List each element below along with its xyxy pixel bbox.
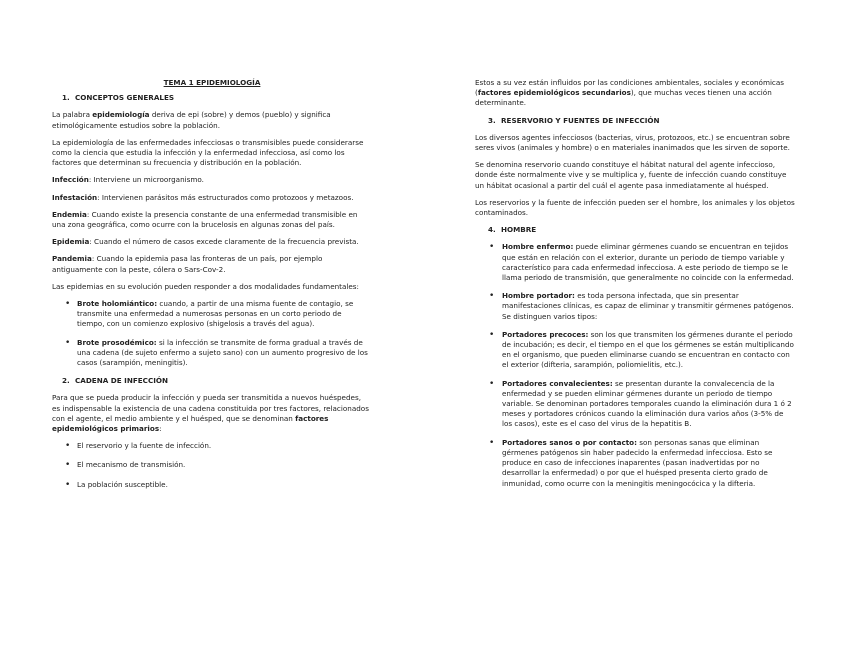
paragraph-agentes: Los diversos agentes infecciosos (bacterias, virus, protozoos, etc.) se encuentran sobre seres vivos (animales y hombre) o en materiales inanimados que les sirven de soporte. [475, 132, 790, 153]
list-item: • El mecanismo de transmisión. [52, 460, 370, 470]
paragraph-epidemiologia: La epidemiología de las enfermedades infecciosas o transmisibles puede considerarse como la ciencia que estudia la infección y la enfermedad infecciosa, así como los factores que determinan su frecuencia y distribución en la población. [52, 137, 364, 168]
section-title: CONCEPTOS GENERALES [75, 93, 175, 103]
definition-infestacion: Infestación: Intervienen parásitos más estructurados como protozoos y metazoos. [52, 192, 354, 202]
section-number: 3. [488, 115, 496, 125]
list-item: • Hombre portador: es toda persona infectada, que sin presentar manifestaciones clínicas, es capaz de eliminar y transmitir gérmenes patógenos. Se distinguen varios tipos: [475, 291, 795, 322]
paragraph-palabra: La palabra epidemiología deriva de epi (sobre) y demos (pueblo) y significa etimológicamente estudios sobre la población. [52, 110, 331, 130]
definition-infeccion: Infección: Interviene un microorganismo. [52, 175, 204, 185]
paragraph-reservorios: Los reservorios y la fuente de infección pueden ser el hombre, los animales y los objetos contaminados. [475, 197, 795, 218]
list-item: • Brote holomiántico: cuando, a partir de una misma fuente de contagio, se transmite una enfermedad a numerosas personas en un corto periodo de tiempo, con un comienzo explosivo (shigelosis a través del agua). [52, 299, 370, 330]
list-item: • Portadores convalecientes: se presentan durante la convalecencia de la enfermedad y se pueden eliminar gérmenes durante un periodo de tiempo variable. Se denominan portadores temporales cuando la eliminación dura 1 ó 2 meses y portadores crónicos cuando la eliminación dura varios años (3-5% de los casos), este es el caso del virus de la hepatitis B. [475, 379, 795, 430]
brote-list [52, 299, 370, 368]
paragraph-cadena: Para que se pueda producir la infección y pueda ser transmitida a nuevos huéspedes, es indispensable la existencia de una cadena constituida por tres factores, relacionados con el agente, el medio ambiente y el huésped, que se denominan factores epidemiológicos primarios: [52, 393, 369, 434]
list-item: • Hombre enfermo: puede eliminar gérmenes cuando se encuentran en tejidos que están en relación con el exterior, durante un periodo de tiempo variable y característico para cada enfermedad infecciosa. A este periodo de tiempo se le llama periodo de transmisión, que generalmente no coincide con la enfermedad. [475, 242, 795, 283]
hombre-list [475, 242, 795, 488]
definition-epidemia: Epidemia: Cuando el número de casos excede claramente de la frecuencia prevista. [52, 237, 359, 247]
paragraph-factores-secundarios: Estos a su vez están influidos por las condiciones ambientales, sociales y económicas (factores epidemiológicos secundarios), que muchas veces tienen una acción determinante. [475, 78, 785, 108]
factores-list [52, 441, 370, 490]
section-heading-reservorio [475, 116, 795, 126]
section-heading-cadena [52, 376, 370, 386]
document-title: TEMA 1 EPIDEMIOLOGÍA [163, 78, 261, 87]
paragraph-evolucion: Las epidemias en su evolución pueden responder a dos modalidades fundamentales: [52, 281, 359, 291]
right-column [475, 78, 795, 497]
list-item: • Brote prosodémico: si la infección se transmite de forma gradual a través de una cadena (de sujeto enfermo a sujeto sano) con un aumento progresivo de los casos (sarampión, meningitis). [52, 338, 370, 369]
list-item: • Portadores sanos o por contacto: son personas sanas que eliminan gérmenes patógenos sin haber padecido la enfermedad infecciosa. Esto se produce en caso de infecciones inaparentes (pasan inadvertidas por no desarrollar la enfermedad) o por que el huésped presenta cierto grado de inmunidad, como ocurre con la meningitis meningocócica y la difteria. [475, 438, 795, 489]
section-title: RESERVORIO Y FUENTES DE INFECCIÓN [501, 115, 660, 125]
list-item: • Portadores precoces: son los que transmiten los gérmenes durante el periodo de incubación; es decir, el tiempo en el que los gérmenes se están multiplicando en el organismo, que pueden eliminarse cuando se encuentran en contacto con el exterior (difteria, sarampión, poliomielitis, etc.). [475, 330, 795, 371]
section-number: 2. [62, 376, 70, 386]
definition-endemia: Endemia: Cuando existe la presencia constante de una enfermedad transmisible en una zona geográfica, como ocurre con la brucelosis en algunas zonas del país. [52, 209, 358, 230]
list-item: • La población susceptible. [52, 480, 370, 490]
section-number: 4. [488, 225, 496, 235]
paragraph-reservorio: Se denomina reservorio cuando constituye el hábitat natural del agente infeccioso, donde éste normalmente vive y se multiplica y, fuente de infección cuando constituye un hábitat ocasional a partir del cuál el agente pasa inmediatamente al huésped. [475, 160, 787, 190]
left-column [52, 78, 370, 499]
definition-pandemia: Pandemia: Cuando la epidemia pasa las fronteras de un país, por ejemplo antiguamente con la peste, cólera o Sars-Cov-2. [52, 254, 323, 274]
section-heading-conceptos [52, 93, 370, 103]
section-heading-hombre [475, 225, 795, 235]
list-item: • El reservorio y la fuente de infección. [52, 441, 370, 451]
section-number: 1. [62, 93, 70, 103]
section-title: CADENA DE INFECCIÓN [75, 376, 169, 386]
section-title: HOMBRE [501, 225, 537, 235]
